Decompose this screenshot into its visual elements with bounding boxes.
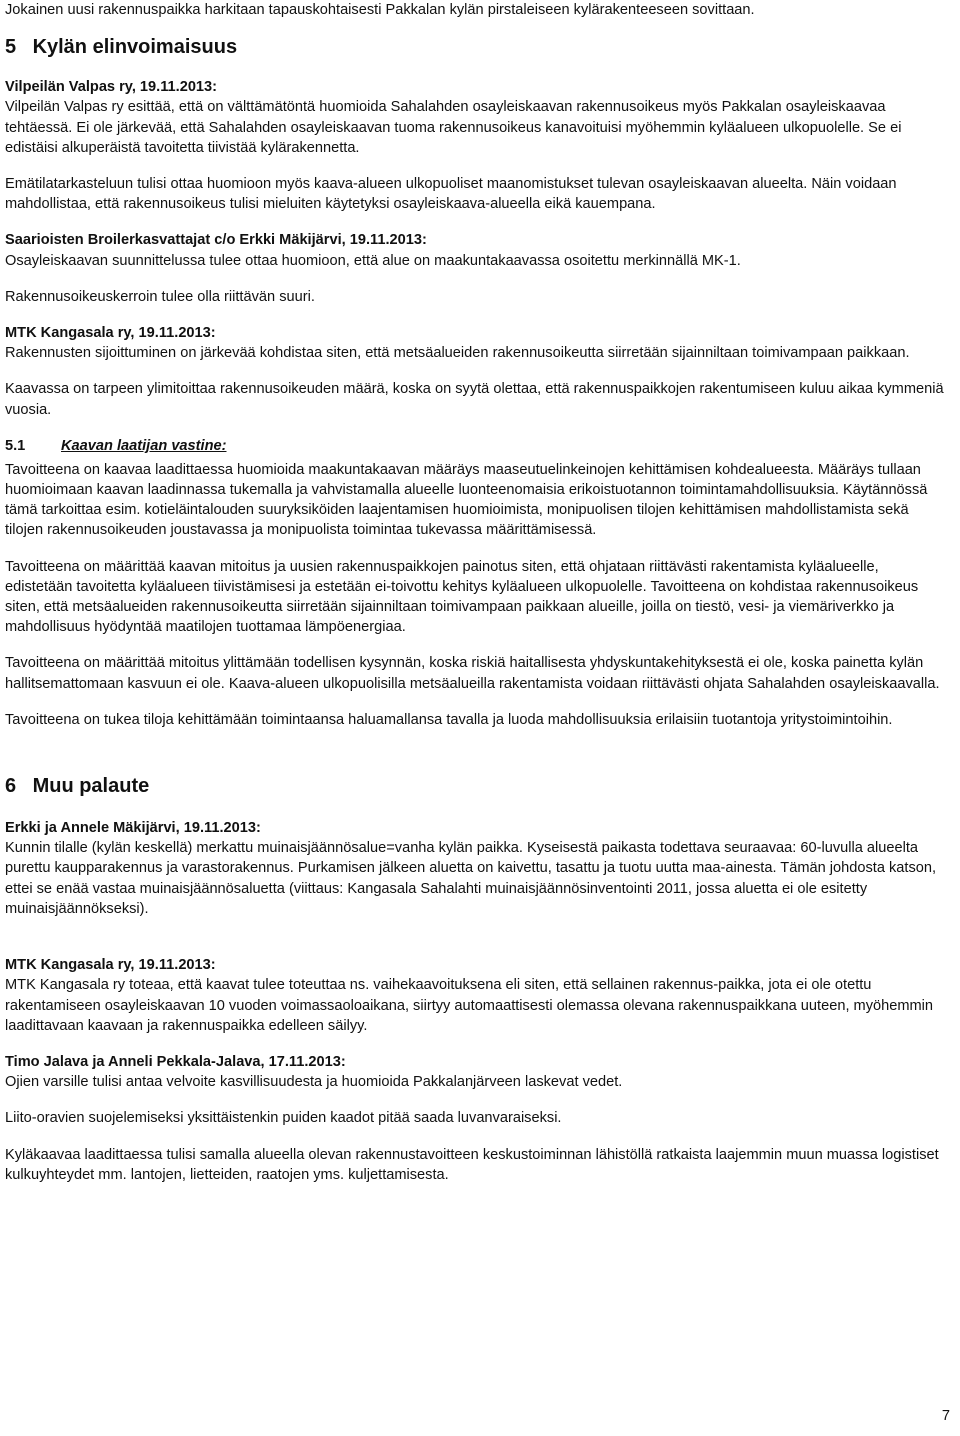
comment-paragraph: Kyläkaavaa laadittaessa tulisi samalla alueella olevan rakennustavoitteen keskustoiminnan lähistöllä ratkaista laajemmin muun muassa logistiset kulkuyhteydet mm. lantojen, lietteiden, raatojen yms. kuljettamisesta.: [5, 1146, 939, 1183]
comment-paragraph: Ojien varsille tulisi antaa velvoite kasvillisuudesta ja huomioida Pakkalanjärveen laskevat vedet.: [5, 1074, 623, 1091]
subsection-heading-5-1: [5, 436, 950, 456]
comment-paragraph: Kaavassa on tarpeen ylimitoittaa rakennusoikeuden määrä, koska on syytä olettaa, että rakennuspaikkojen rakentumiseen kuluu aikaa kymmeniä vuosia.: [5, 381, 944, 418]
comment-paragraph: Vilpeilän Valpas ry esittää, että on välttämätöntä huomioida Sahalahden osayleiskaavan rakennusoikeus myös Pakkalan osayleiskaavaa tehtäessä. Ei ole järkevää, että Sahalahden osayleiskaavan tuoma rakennusoikeus kanavoituisi myöhemmin kyläalueen ulkopuolelle. Se ei edistäisi alkuperäistä tavoitetta tiivistää kylärakennetta.: [5, 99, 902, 156]
response-paragraph: Tavoitteena on kaavaa laadittaessa huomioida maakuntakaavan määräys maaseutuelinkeinojen kehittämisen kohdealueesta. Määräys tullaan huomioimaan kaavan laadinnassa tukemalla ja vahvistamalla alueelle luonteenomaisia erikoistuotannon toimintamahdollisuuksia. Käytännössä tämä tarkoittaa esim. kotieläintalouden suuryksiköiden laajentamisen huomioimista, monipuolisen tilojen kehittämisen mahdollistamista sekä tilojen rakennusoikeuden joustavassa ja monipuolista toimintaa tukevassa määrittämisessä.: [5, 461, 928, 539]
comment-paragraph: Liito-oravien suojelemiseksi yksittäistenkin puiden kaadot pitää saada luvanvaraiseksi.: [5, 1110, 562, 1127]
document-body: [5, 0, 950, 1201]
comment-author: Vilpeilän Valpas ry, 19.11.2013:: [5, 79, 218, 96]
response-paragraph: Tavoitteena on tukea tiloja kehittämään toimintaansa haluamallansa tavalla ja luoda mahdollisuuksia erilaisiin tuotantoja yritystoimintoihin.: [5, 711, 893, 728]
page-number: 7: [941, 1408, 950, 1424]
response-paragraph: Tavoitteena on määrittää mitoitus ylittämään todellisen kysynnän, koska riskiä haitallisesta yhdyskuntakehityksestä ei ole, koska painetta kylän hallitsemattomaan kasvuun ei ole. Kaava-alueen ulkopuolisilla metsäalueilla rakentamista voidaan riittävästi ohjata Sahalahden osayleiskaavalla.: [5, 655, 940, 692]
intro-paragraph: Jokainen uusi rakennuspaikka harkitaan tapauskohtaisesti Pakkalan kylän pirstaleiseen kylärakenteeseen sovittaan.: [5, 2, 755, 18]
section-title: Kylän elinvoimaisuus: [32, 36, 238, 59]
section-number: 6: [5, 775, 17, 798]
comment-author: MTK Kangasala ry, 19.11.2013:: [5, 957, 216, 974]
section-number: 5: [5, 36, 17, 59]
comment-author: Timo Jalava ja Anneli Pekkala-Jalava, 17.11.2013:: [5, 1053, 346, 1070]
comment-paragraph: Kunnin tilalle (kylän keskellä) merkattu muinaisjäännösalue=vanha kylän paikka. Kyseisestä paikasta todettava seuraavaa: 60-luvulla alueelta purettu kaupparakennus ja varastorakennus. Purkamisen jälkeen aluetta on kaivettu, tasattu ja tuotu uutta maa-ainesta. Tämän johdosta katson, ettei se enää vastaa muinaisjäännösaluetta (viittaus: Kangasala Sahalahti muinaisjäännösinventointi 2011, jossa aluetta ei ole esitetty muinaisjäännökseksi).: [5, 840, 937, 917]
comment-block: [5, 1052, 950, 1185]
comment-block: [5, 323, 950, 420]
comment-paragraph: Rakennusoikeuskerroin tulee olla riittävän suuri.: [5, 288, 315, 305]
section-title: Muu palaute: [32, 775, 150, 798]
section-heading-5: [5, 35, 950, 59]
comment-block: [5, 77, 950, 214]
comment-author: Erkki ja Annele Mäkijärvi, 19.11.2013:: [5, 820, 261, 837]
comment-author: Saarioisten Broilerkasvattajat c/o Erkki Mäkijärvi, 19.11.2013:: [5, 232, 427, 249]
comment-block: [5, 955, 950, 1036]
comment-paragraph: Emätilatarkasteluun tulisi ottaa huomioon myös kaava-alueen ulkopuoliset maanomistukset tulevan osayleiskaavan alueelta. Näin voidaan mahdollistaa, että rakennusoikeus tulisi mieluiten käytetyksi osayleiskaava-alueella eikä kauempana.: [5, 176, 897, 213]
comment-block: [5, 818, 950, 919]
comment-block: [5, 230, 950, 307]
response-paragraph: Tavoitteena on määrittää kaavan mitoitus ja uusien rakennuspaikkojen painotus siten, että ohjataan riittävästi rakentamista kyläalueelle, edistetään tavoitetta kyläalueen tiivistämisesi ja estetään ei-toivottu kehitys kyläalueen ulkopuolelle. Tavoitteena on kohdistaa rakennusoikeus siten, että metsäalueiden rakennusoikeutta siirretään sijainniltaan toimivampaan paikkaan alueille, joilla on tiestö, vesi- ja viemäriverkko ja mahdollisuus hyödyntää maatilojen tuottamaa lämpöenergiaa.: [5, 558, 919, 636]
subsection-number: 5.1: [5, 437, 26, 454]
comment-author: MTK Kangasala ry, 19.11.2013:: [5, 325, 216, 342]
comment-paragraph: MTK Kangasala ry toteaa, että kaavat tulee toteuttaa ns. vaihekaavoituksena eli siten, että sellainen rakennus-paikka, jota ei ole otettu rakentamiseen osayleiskaavan 10 vuoden voimassaoloaikana, siirtyy automaattisesti olemassa olevana rakennuspaikkana uuteen, myöhemmin laadittavaan kaavaan ja rakennuspaikka edelleen säilyy.: [5, 977, 934, 1034]
response-block: [5, 460, 950, 730]
section-heading-6: [5, 774, 950, 798]
comment-paragraph: Osayleiskaavan suunnittelussa tulee ottaa huomioon, että alue on maakuntakaavassa osoitettu merkinnällä MK-1.: [5, 252, 741, 269]
comment-paragraph: Rakennusten sijoittuminen on järkevää kohdistaa siten, että metsäalueiden rakennusoikeutta siirretään sijainniltaan toimivampaan paikkaan.: [5, 345, 910, 362]
subsection-title: Kaavan laatijan vastine:: [61, 437, 227, 454]
